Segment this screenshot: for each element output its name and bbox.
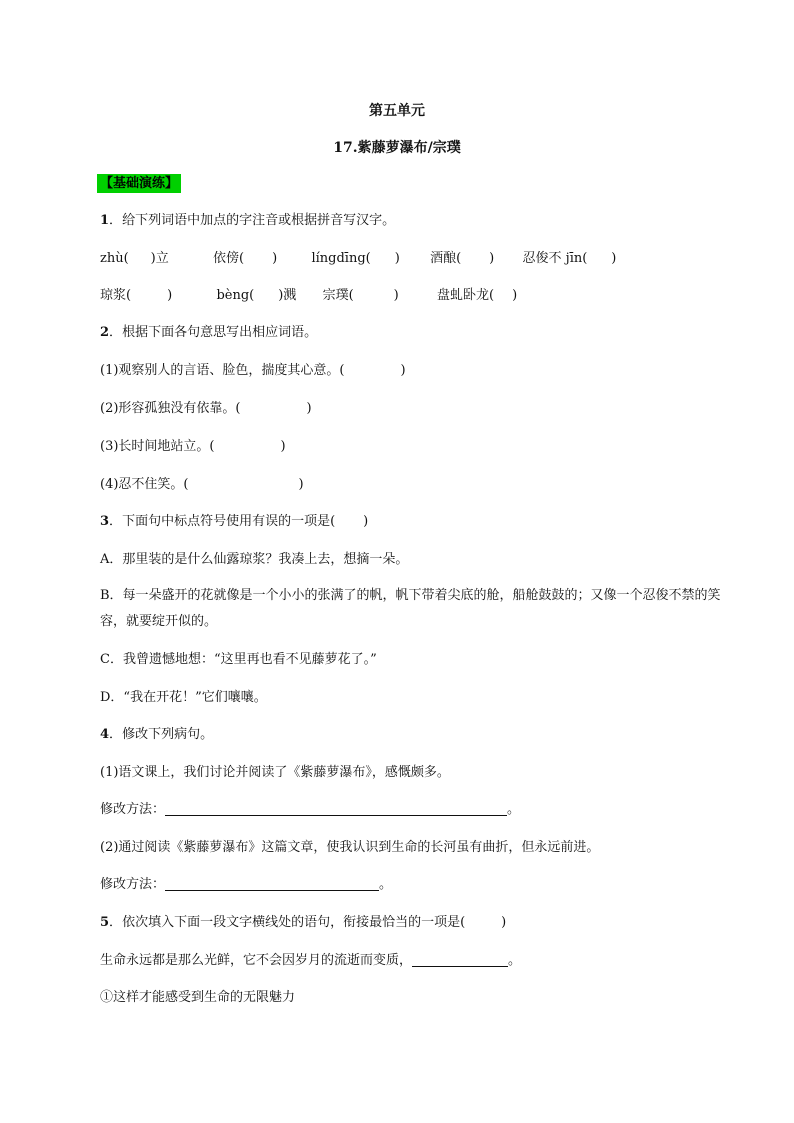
question-2-item-4 bbox=[100, 476, 304, 494]
question-number: 4 bbox=[100, 727, 110, 742]
question-sep: ． bbox=[109, 325, 123, 340]
option-1: ①这样才能感受到生命的无限魅力 bbox=[100, 990, 296, 1005]
question-text: 修改下列病句。 bbox=[122, 727, 214, 742]
bracket-close: ) bbox=[400, 363, 406, 378]
option-a: A．那里装的是什么仙露琼浆？我凑上去，想摘一朵。 bbox=[100, 552, 409, 567]
question-2-item-1 bbox=[100, 362, 406, 380]
fix-row-1 bbox=[100, 801, 520, 819]
question-2-item-2 bbox=[100, 400, 312, 418]
question-2-stem bbox=[100, 324, 317, 342]
question-1-row-1 bbox=[100, 250, 616, 268]
bracket-close: ) bbox=[298, 477, 304, 492]
pinyin-item: 忍俊不 jīn( bbox=[522, 251, 588, 266]
period: 。 bbox=[379, 877, 393, 892]
pinyin-item: )立 bbox=[150, 251, 169, 266]
pinyin-item: língdīng( bbox=[311, 251, 371, 266]
sentence-1: (1)语文课上，我们讨论并阅读了《紫藤萝瀑布》，感慨颇多。 bbox=[100, 765, 450, 780]
word-item: 盘虬卧龙( bbox=[437, 288, 495, 303]
question-sep: ． bbox=[109, 213, 123, 228]
question-sep: ． bbox=[109, 514, 123, 529]
word-item: ) bbox=[272, 251, 278, 266]
question-2-item-3 bbox=[100, 438, 286, 456]
word-item: 酒酿( bbox=[430, 251, 462, 266]
question-number: 1 bbox=[100, 213, 110, 228]
pinyin-item: ) bbox=[394, 251, 400, 266]
answer-blank[interactable] bbox=[412, 952, 508, 967]
option-b: B．每一朵盛开的花就像是一个小小的张满了的帆，帆下带着尖底的舱，船舱鼓鼓的；又像一个忍俊不禁的笑容，就要绽开似的。 bbox=[100, 588, 721, 629]
answer-blank[interactable] bbox=[165, 876, 379, 891]
pinyin-item: ) bbox=[611, 251, 617, 266]
word-item: ) bbox=[167, 288, 173, 303]
lesson-title: 17.紫藤萝瀑布/宗璞 bbox=[333, 140, 461, 156]
question-number: 5 bbox=[100, 915, 110, 930]
bracket-close: ) bbox=[306, 401, 312, 416]
sub-item-text: (4)忍不住笑。( bbox=[100, 477, 189, 492]
section-badge: 【基础演练】 bbox=[97, 174, 181, 193]
fix-label: 修改方法： bbox=[100, 877, 166, 892]
word-item: 琼浆( bbox=[100, 288, 132, 303]
passage-text: 生命永远都是那么光鲜，它不会因岁月的流逝而变质， bbox=[100, 953, 413, 968]
question-text: 依次填入下面一段文字横线处的语句，衔接最恰当的一项是( bbox=[122, 915, 466, 930]
question-number: 2 bbox=[100, 325, 110, 340]
fix-row-2 bbox=[100, 876, 392, 894]
bracket-close: ) bbox=[363, 514, 369, 529]
bracket-close: ) bbox=[280, 439, 286, 454]
word-item: ) bbox=[512, 288, 518, 303]
bracket-close: ) bbox=[501, 915, 507, 930]
fix-label: 修改方法： bbox=[100, 802, 166, 817]
question-number: 3 bbox=[100, 514, 110, 529]
pinyin-item: )溅 bbox=[278, 288, 297, 303]
answer-blank[interactable] bbox=[165, 801, 507, 816]
question-text: 根据下面各句意思写出相应词语。 bbox=[122, 325, 318, 340]
question-sep: ． bbox=[109, 915, 123, 930]
word-item: ) bbox=[489, 251, 495, 266]
word-item: ) bbox=[393, 288, 399, 303]
pinyin-item: bèng( bbox=[216, 288, 255, 303]
pinyin-item: zhù( bbox=[100, 251, 129, 266]
unit-title: 第五单元 bbox=[369, 103, 425, 119]
word-item: 依傍( bbox=[213, 251, 245, 266]
passage-line bbox=[100, 952, 521, 970]
question-1-stem bbox=[100, 212, 395, 230]
question-sep: ． bbox=[109, 727, 123, 742]
question-5-stem bbox=[100, 914, 506, 932]
word-item: 宗璞( bbox=[322, 288, 354, 303]
question-text: 给下列词语中加点的字注音或根据拼音写汉字。 bbox=[122, 213, 396, 228]
period: 。 bbox=[508, 953, 522, 968]
sub-item-text: (2)形容孤独没有依靠。( bbox=[100, 401, 241, 416]
question-1-row-2 bbox=[100, 287, 517, 305]
sub-item-text: (3)长时间地站立。( bbox=[100, 439, 215, 454]
period: 。 bbox=[507, 802, 521, 817]
option-c: C．我曾遗憾地想：“这里再也看不见藤萝花了。” bbox=[100, 652, 377, 667]
sub-item-text: (1)观察别人的言语、脸色，揣度其心意。( bbox=[100, 363, 345, 378]
option-d: D．“我在开花！”它们嚷嚷。 bbox=[100, 690, 267, 705]
question-text: 下面句中标点符号使用有误的一项是( bbox=[122, 514, 336, 529]
question-3-stem bbox=[100, 513, 368, 531]
sentence-2: (2)通过阅读《紫藤萝瀑布》这篇文章，使我认识到生命的长河虽有曲折，但永远前进。 bbox=[100, 840, 600, 855]
question-4-stem bbox=[100, 726, 213, 744]
